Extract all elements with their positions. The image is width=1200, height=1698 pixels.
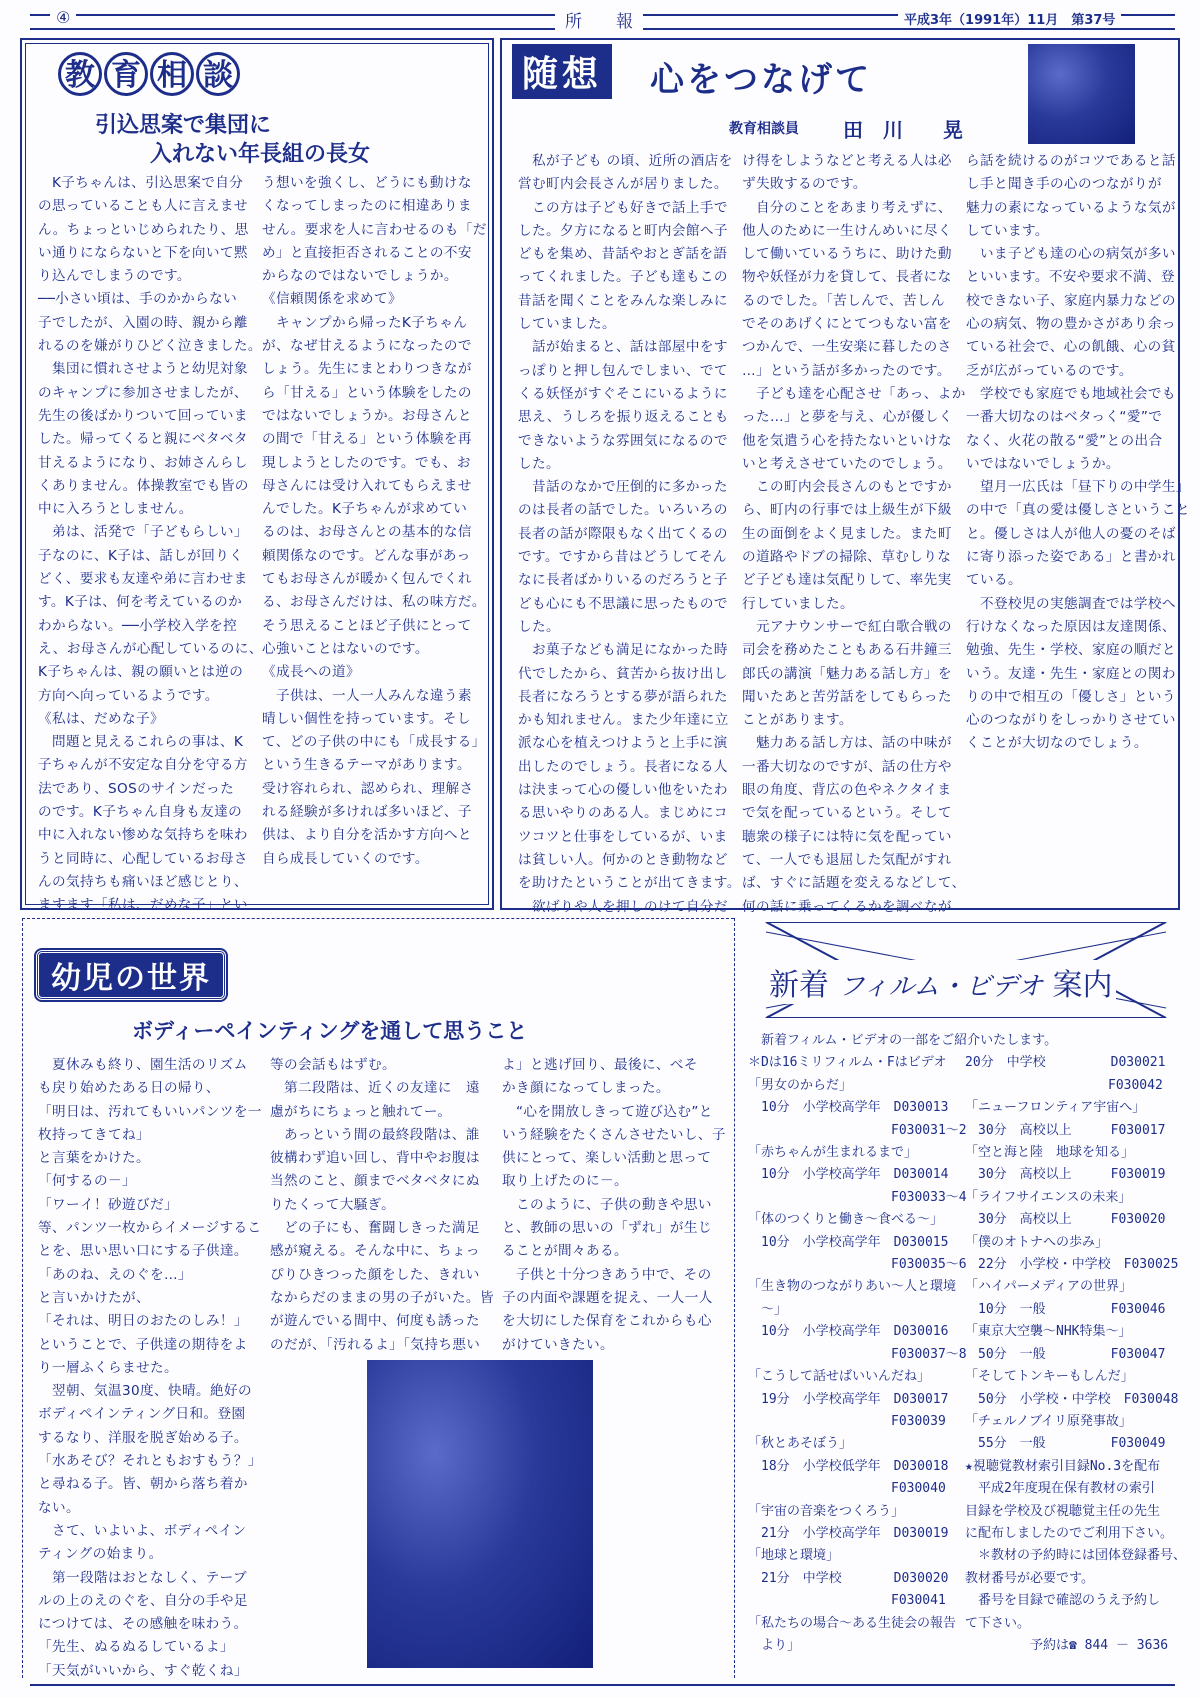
issue-date: 平成3年（1991年）11月 第37号 <box>898 9 1121 28</box>
kyoiku-soudan-badge <box>58 52 242 96</box>
yoji-badge: 幼児の世界 <box>36 950 226 1000</box>
kyoiku-title-line2: 入れない年長組の長女 <box>150 142 371 167</box>
zuiso-title: 心をつなげて <box>650 60 872 100</box>
author-name: 田 川 晃 <box>843 118 963 142</box>
body-painting-photo <box>367 1360 593 1668</box>
film-title <box>765 960 1116 1004</box>
film-title-guide: 案内 <box>1052 968 1113 1003</box>
zuiso-body-col1: 私が子ども の頃、近所の酒店を 営む町内会長さんが居りました。 この方は子ども好きで話上手で した。夕方になると町内会館へ子 どもを集め、昔話やおとぎ話を語 ってくれました。子ども達もこの 昔話を聞くことをみんな楽しみに していました。 話が始まると、話は部屋中をす っぽりと押し包んでしまい、でて くる妖怪がすぐそこにいるように 思え、うしろを振り返えることも できないような雰囲気になるので した。 昔話のなかで圧倒的に多かった のは長者の話でした。いろいろの 長者の話が際限もなく出てくるの です。ですから昔はどうしてそん なに長者ばかりいるのだろうと子 ども心にも不思議に思ったもので した。 お菓子なども満足になかった時 代でしたから、貧苦から抜け出し 長者になろうとする夢が語られた かも知れません。また少年達に立 派な心を植えつけようと上手に演 出したのでしょう。長者になる人 は決まって心の優しい他をいたわ る思いやりのある人。まじめにコ ツコツと仕事をしているが、いま は貧しい人。何かのとき動物など を助けたということが出てきます。 欲ばりや人を押しのけて自分だ <box>518 153 741 915</box>
yoji-title: ボディーペインティングを通して思うこと <box>132 1019 528 1043</box>
zuiso-body-col2: け得をしようなどと考える人は必 ず失敗するのです。 自分のことをあまり考えずに、 他人のために一生けんめいに尽く して働いているうちに、助けた動 物や妖怪が力を貸して、長者にな るのでした。「苦しんで、苦しん でそのあげくにとてつもない富を つかんで、一生安楽に暮したのさ …」という話が多かったのです。 子ども達を心配させ「あっ、よか った…」と夢を与え、心が優しく 他を気遣う心を持たないといけな いと考えさせていたのでしょう。 この町内会長さんのもとですか ら、町内の行事では上級生が下級 生の面倒をよく見ました。また町 の道路やドブの掃除、草むしりな ど子ども達は気配りして、率先実 行していました。 元アナウンサーで紅白歌合戦の 司会を務めたこともある石井鐘三 郎氏の講演「魅力ある話し方」を 聞いたあと苦労話をしてもらった ことがあります。 魅力ある話し方は、話の中味が 一番大切なのですが、話の仕方や 眼の角度、背広の色やネクタイま で気を配っているという。そして 聴衆の様子には特に気を配ってい て、一人でも退屈した気配がすれ ば、すぐに話題を変えるなどして、 何の話に乗ってくるかを調べなが <box>742 153 966 915</box>
kyoiku-body-col1: K子ちゃんは、引込思案で自分 の思っていることも人に言えませ ん。ちょっといじめられたり、思 い通りにならないと下を向いて黙 り込んでしまうのです。 ──小さい頃は、手のかからない 子でしたが、入園の時、親から離 れるのを嫌がりひどく泣きました。 集団に慣れさせようと幼児対象 のキャンプに参加させましたが、 先生の後ばかりついて回っていま した。帰ってくると親にベタベタ 甘えるようになり、お姉さんらし くありません。体操教室でも皆の 中に入ろうとしません。 弟は、活発で「子どもらしい」 子なのに、K子は、話しが回りく どく、要求も友達や弟に言わせま す。K子は、何を考えているのか わからない。──小学校入学を控 え、お母さんが心配しているのに、 K子ちゃんは、親の願いとは逆の 方向へ向っているようです。 《私は、だめな子》 問題と見えるこれらの事は、K 子ちゃんが不安定な自分を守る方 法であり、SOSのサインだった のです。K子ちゃん自身も友達の 中に入れない惨めな気持ちを味わ うと同時に、心配しているお母さ んの気持ちも痛いほど感じとり、 ますます「私は、だめな子」とい <box>38 175 263 914</box>
yoji-body-col3: よ」と逃げ回り、最後に、べそ かき顔になってしまった。 “心を開放しきって遊び込む”と いう経験をたくさんさせたいし、子 供にとって、楽しい活動と思って 取り上げたのに－。 このように、子供の動きや思い と、教師の思いの「ずれ」が生じ ることが間々ある。 子供と十分つきあう中で、その 子の内面や課題を捉え、一人一人 を大切にした保育をこれからも心 がけていきたい。 <box>502 1057 726 1353</box>
zuiso-body-col3: ら話を続けるのがコツであると話 し手と聞き手の心のつながりが 魅力の素になっているような気が しています。 いま子ども達の心の病気が多い といいます。不安や要求不満、登 校できない子、家庭内暴力などの 心の病気、物の豊かさがあり余っ ている社会で、心の飢餓、心の貧 乏が広がっているのです。 学校でも家庭でも地域社会でも 一番大切なのはベタっく“愛”で なく、火花の散る“愛”との出合 いではないでしょうか。 望月一広氏は「昼下りの中学生」 の中で「真の愛は優しさということ と。優しさは人が他人の憂のそば に寄り添った姿である」と書かれ ている。 不登校児の実態調査では学校へ 行けなくなった原因は友達関係、 勉強、先生・学校、家庭の順だと いう。友達・先生・家庭との関わ りの中で相互の「優しさ」という 心のつながりをしっかりさせてい くことが大切なのでしょう。 <box>966 153 1190 752</box>
badge-char: 育 <box>104 52 148 96</box>
film-list-col1: 新着フィルム・ビデオの一部をご紹介いたします。 ＊Dは16ミリフィルム・Fはビデオ 「男女のからだ」 10分 小学校高学年 D030013 F030031～2 「赤ちゃんが生まれるまで」 10分 小学校高学年 D030014 F030033～4 「体のつくりと働き～食べる～」 10分 小学校高学年 D030015 F030035～6 「生き物のつながりあい～人と環境 ～」 10分 小学校高学年 D030016 F030037～8 「こうして話せばいいんだね」 19分 小学校高学年 D030017 F030039 「秋とあそぼう」 18分 小学校低学年 D030018 F030040 「宇宙の音楽をつくろう」 21分 小学校高学年 D030019 「地球と環境」 21分 中学校 D030020 F030041 「私たちの場合～ある生徒会の報告 より」 <box>748 1033 1058 1653</box>
zuiso-tag: 随想 <box>512 44 612 99</box>
yoji-body-col1: 夏休みも終り、園生活のリズム も戻り始めたある日の帰り、 「明日は、汚れてもいいパンツを一 枚持ってきてね」 と言葉をかけた。 「何するの－」 「ワーイ！砂遊びだ」 等、パンツ一枚からイメージするこ とを、思い思い口にする子供達。 「あのね、えのぐを…」 と言いかけたが、 「それは、明日のおたのしみ！」 ということで、子供達の期待をよ り一層ふくらませた。 翌朝、気温30度、快晴。絶好の ボディペインティング日和。登園 するなり、洋服を脱ぎ始める子。 「水あそび？それともおすもう？」 と尋ねる子。皆、朝から落ち着か ない。 さて、いよいよ、ボディペイン ティングの始まり。 第一段階はおとなしく、テーブ ルの上のえのぐを、自分の手や足 につけては、その感触を味わう。 「先生、ぬるぬるしているよ」 「天気がいいから、すぐ乾くね」 <box>38 1057 262 1679</box>
kyoiku-title-line1: 引込思案で集団に <box>95 113 272 138</box>
page-number: ④ <box>50 8 76 27</box>
badge-char: 教 <box>58 52 102 96</box>
section-name: 所 報 <box>555 7 643 32</box>
film-title-new: 新着 <box>769 968 829 1003</box>
badge-char: 談 <box>196 52 240 96</box>
film-title-media: フィルム・ビデオ <box>838 972 1043 1002</box>
author-portrait <box>1028 44 1135 144</box>
kyoiku-body-col2: う想いを強くし、どうにも動けな くなってしまったのに相違ありま せん。要求を人に言わせるのも「だ め」と直接拒否されることの不安 からなのではないでしょうか。 《信頼関係を求めて》 キャンプから帰ったK子ちゃん が、なぜ甘えるようになったので しょう。先生にまとわりつきなが ら「甘える」という体験をしたの ではないでしょうか。お母さんと の間で「甘える」という体験を再 現しようとしたのです。でも、お 母さんには受け入れてもらえませ んでした。K子ちゃんが求めてい るのは、お母さんとの基本的な信 頼関係なのです。どんな事があっ てもお母さんが暖かく包んでくれ る、お母さんだけは、私の味方だ。 そう思えることほど子供にとって 心強いことはないのです。 《成長への道》 子供は、一人一人みんな違う素 晴しい個性を持っています。そし て、どの子供の中にも「成長する」 という生きるテーマがあります。 受け容れられ、認められ、理解さ れる経験が多ければ多いほど、子 供は、より自分を活かす方向へと 自ら成長していくのです。 <box>262 175 487 867</box>
yoji-body-col2: 等の会話もはずむ。 第二段階は、近くの友達に 遠 慮がちにちょっと触れてー。 あっという間の最終段階は、誰 彼構わず追い回し、背中やお腹は 当然のこと、顔までベタベタにぬ りたくって大騒ぎ。 どの子にも、奮闘しきった満足 感が窺える。そんな中に、ちょっ ぴりひきつった顔をした、きれい なからだのままの男の子がいた。皆 が遊んでいる間中、何度も誘った のだが、「汚れるよ」「気持ち悪い <box>270 1057 494 1353</box>
film-list-col2: 20分 中学校 D030021 F030042 「ニューフロンティア宇宙へ」 30分 高校以上 F030017 「空と海と陸 地球を知る」 30分 高校以上 F030019 「ライフサイエンスの未来」 30分 高校以上 F030020 「僕のオトナへの歩み」 22分 小学校・中学校 F030025 「ハイパーメディアの世界」 10分 一般 F030046 「東京大空襲～NHK特集～」 50分 一般 F030047 「そしてトンキーもしんだ」 50分 小学校・中学校 F030048 「チェルノブイリ原発事故」 55分 一般 F030049 ★視聴覚教材索引目録No.3を配布 平成2年度現在保有教材の索引 目録を学校及び視聴覚主任の先生 に配布しましたのでご利用下さい。 ＊教材の予約時には団体登録番号、 教材番号が必要です。 番号を目録で確認のうえ予約し て下さい。 予約は☎ 844 － 3636 <box>965 1055 1187 1653</box>
author-role: 教育相談員 <box>729 121 799 137</box>
badge-char: 相 <box>150 52 194 96</box>
